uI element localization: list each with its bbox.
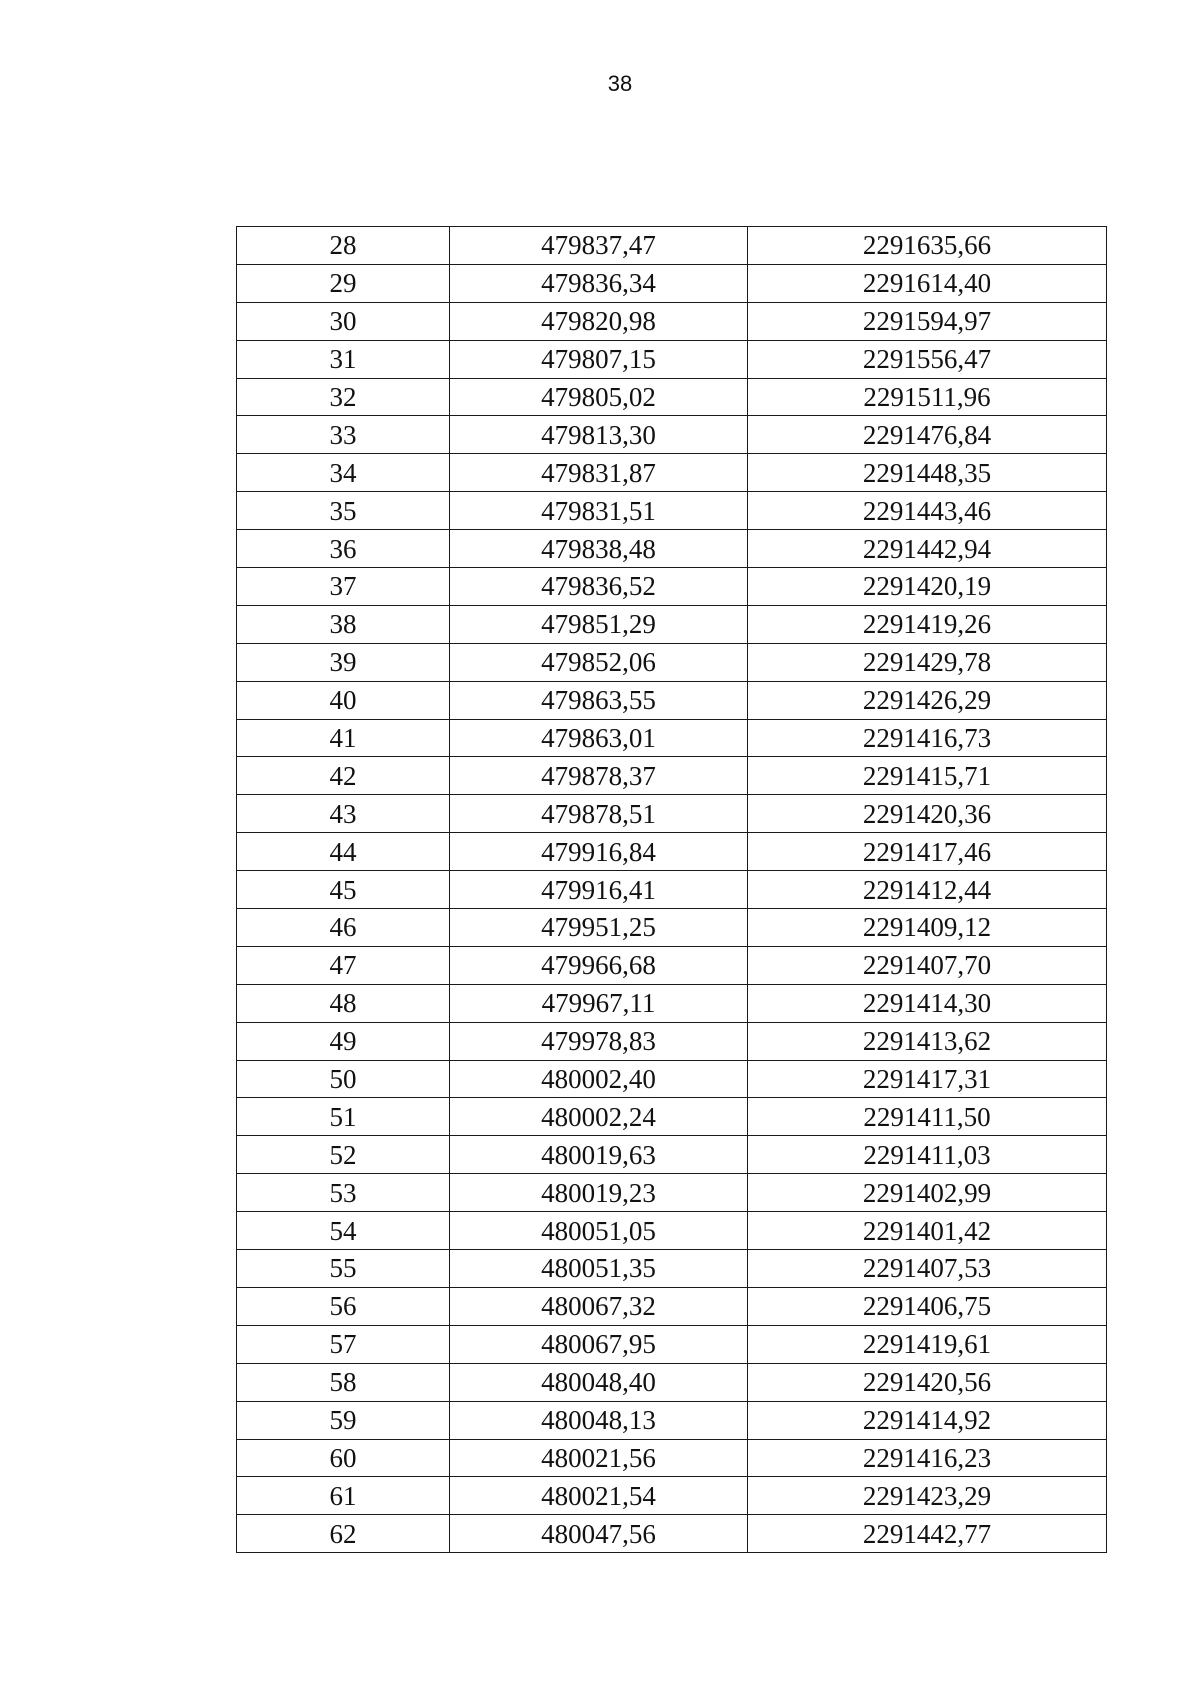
y-coordinate-cell: 2291476,84 [748,416,1107,454]
y-coordinate-cell: 2291423,29 [748,1477,1107,1515]
x-coordinate-cell: 479916,84 [450,833,748,871]
point-number-cell: 33 [237,416,450,454]
y-coordinate-cell: 2291413,62 [748,1022,1107,1060]
table-row [237,530,1107,568]
y-coordinate-cell: 2291635,66 [748,227,1107,265]
x-coordinate-cell: 480021,54 [450,1477,748,1515]
x-coordinate-cell: 479967,11 [450,984,748,1022]
y-coordinate-cell: 2291442,94 [748,530,1107,568]
table-row [237,1098,1107,1136]
x-coordinate-cell: 479878,37 [450,757,748,795]
x-coordinate-cell: 479805,02 [450,378,748,416]
point-number-cell: 32 [237,378,450,416]
point-number-cell: 48 [237,984,450,1022]
table-row [237,227,1107,265]
y-coordinate-cell: 2291416,23 [748,1439,1107,1477]
y-coordinate-cell: 2291411,50 [748,1098,1107,1136]
table-row [237,643,1107,681]
table-row [237,264,1107,302]
point-number-cell: 52 [237,1136,450,1174]
table-row [237,1287,1107,1325]
x-coordinate-cell: 479863,01 [450,719,748,757]
x-coordinate-cell: 479807,15 [450,340,748,378]
table-row [237,340,1107,378]
point-number-cell: 46 [237,909,450,947]
x-coordinate-cell: 480067,32 [450,1287,748,1325]
x-coordinate-cell: 480048,13 [450,1401,748,1439]
y-coordinate-cell: 2291412,44 [748,871,1107,909]
table-row [237,871,1107,909]
point-number-cell: 59 [237,1401,450,1439]
coordinates-table-body [237,227,1107,1553]
y-coordinate-cell: 2291419,26 [748,605,1107,643]
point-number-cell: 37 [237,568,450,606]
table-row [237,1136,1107,1174]
x-coordinate-cell: 480051,35 [450,1250,748,1288]
table-row [237,1401,1107,1439]
point-number-cell: 51 [237,1098,450,1136]
point-number-cell: 60 [237,1439,450,1477]
x-coordinate-cell: 480067,95 [450,1325,748,1363]
x-coordinate-cell: 479813,30 [450,416,748,454]
point-number-cell: 30 [237,302,450,340]
x-coordinate-cell: 479836,52 [450,568,748,606]
point-number-cell: 41 [237,719,450,757]
x-coordinate-cell: 480048,40 [450,1363,748,1401]
table-row [237,1439,1107,1477]
table-row [237,1022,1107,1060]
x-coordinate-cell: 479916,41 [450,871,748,909]
point-number-cell: 50 [237,1060,450,1098]
table-row [237,757,1107,795]
table-row [237,833,1107,871]
y-coordinate-cell: 2291417,46 [748,833,1107,871]
point-number-cell: 56 [237,1287,450,1325]
x-coordinate-cell: 480019,63 [450,1136,748,1174]
point-number-cell: 35 [237,492,450,530]
x-coordinate-cell: 479863,55 [450,681,748,719]
x-coordinate-cell: 479852,06 [450,643,748,681]
table-row [237,416,1107,454]
y-coordinate-cell: 2291443,46 [748,492,1107,530]
table-row [237,568,1107,606]
x-coordinate-cell: 479851,29 [450,605,748,643]
coordinates-table [236,226,1107,1553]
y-coordinate-cell: 2291415,71 [748,757,1107,795]
point-number-cell: 38 [237,605,450,643]
x-coordinate-cell: 480019,23 [450,1174,748,1212]
page-number: 38 [607,71,633,96]
y-coordinate-cell: 2291414,92 [748,1401,1107,1439]
y-coordinate-cell: 2291417,31 [748,1060,1107,1098]
x-coordinate-cell: 480021,56 [450,1439,748,1477]
table-row [237,492,1107,530]
table-row [237,795,1107,833]
y-coordinate-cell: 2291511,96 [748,378,1107,416]
point-number-cell: 31 [237,340,450,378]
table-row [237,1250,1107,1288]
y-coordinate-cell: 2291442,77 [748,1515,1107,1553]
table-row [237,605,1107,643]
x-coordinate-cell: 479838,48 [450,530,748,568]
y-coordinate-cell: 2291420,36 [748,795,1107,833]
table-row [237,302,1107,340]
point-number-cell: 61 [237,1477,450,1515]
point-number-cell: 28 [237,227,450,265]
x-coordinate-cell: 479831,87 [450,454,748,492]
table-row [237,1212,1107,1250]
point-number-cell: 54 [237,1212,450,1250]
point-number-cell: 36 [237,530,450,568]
x-coordinate-cell: 480047,56 [450,1515,748,1553]
x-coordinate-cell: 479878,51 [450,795,748,833]
point-number-cell: 62 [237,1515,450,1553]
y-coordinate-cell: 2291407,53 [748,1250,1107,1288]
point-number-cell: 42 [237,757,450,795]
point-number-cell: 40 [237,681,450,719]
table-row [237,1060,1107,1098]
y-coordinate-cell: 2291614,40 [748,264,1107,302]
table-row [237,719,1107,757]
y-coordinate-cell: 2291429,78 [748,643,1107,681]
point-number-cell: 49 [237,1022,450,1060]
table-row [237,1174,1107,1212]
point-number-cell: 39 [237,643,450,681]
x-coordinate-cell: 479837,47 [450,227,748,265]
point-number-cell: 45 [237,871,450,909]
x-coordinate-cell: 479978,83 [450,1022,748,1060]
table-row [237,454,1107,492]
point-number-cell: 57 [237,1325,450,1363]
y-coordinate-cell: 2291409,12 [748,909,1107,947]
point-number-cell: 44 [237,833,450,871]
y-coordinate-cell: 2291407,70 [748,946,1107,984]
table-row [237,378,1107,416]
point-number-cell: 34 [237,454,450,492]
y-coordinate-cell: 2291416,73 [748,719,1107,757]
y-coordinate-cell: 2291420,56 [748,1363,1107,1401]
table-row [237,1325,1107,1363]
point-number-cell: 58 [237,1363,450,1401]
y-coordinate-cell: 2291448,35 [748,454,1107,492]
point-number-cell: 55 [237,1250,450,1288]
x-coordinate-cell: 480002,24 [450,1098,748,1136]
x-coordinate-cell: 479820,98 [450,302,748,340]
y-coordinate-cell: 2291411,03 [748,1136,1107,1174]
point-number-cell: 47 [237,946,450,984]
x-coordinate-cell: 479966,68 [450,946,748,984]
table-row [237,946,1107,984]
y-coordinate-cell: 2291594,97 [748,302,1107,340]
table-row [237,984,1107,1022]
y-coordinate-cell: 2291420,19 [748,568,1107,606]
y-coordinate-cell: 2291406,75 [748,1287,1107,1325]
x-coordinate-cell: 479951,25 [450,909,748,947]
x-coordinate-cell: 480051,05 [450,1212,748,1250]
y-coordinate-cell: 2291556,47 [748,340,1107,378]
table-row [237,1477,1107,1515]
table-row [237,909,1107,947]
point-number-cell: 43 [237,795,450,833]
x-coordinate-cell: 479831,51 [450,492,748,530]
y-coordinate-cell: 2291414,30 [748,984,1107,1022]
x-coordinate-cell: 480002,40 [450,1060,748,1098]
x-coordinate-cell: 479836,34 [450,264,748,302]
point-number-cell: 29 [237,264,450,302]
point-number-cell: 53 [237,1174,450,1212]
table-row [237,1363,1107,1401]
y-coordinate-cell: 2291401,42 [748,1212,1107,1250]
table-row [237,681,1107,719]
y-coordinate-cell: 2291402,99 [748,1174,1107,1212]
y-coordinate-cell: 2291419,61 [748,1325,1107,1363]
y-coordinate-cell: 2291426,29 [748,681,1107,719]
table-row [237,1515,1107,1553]
